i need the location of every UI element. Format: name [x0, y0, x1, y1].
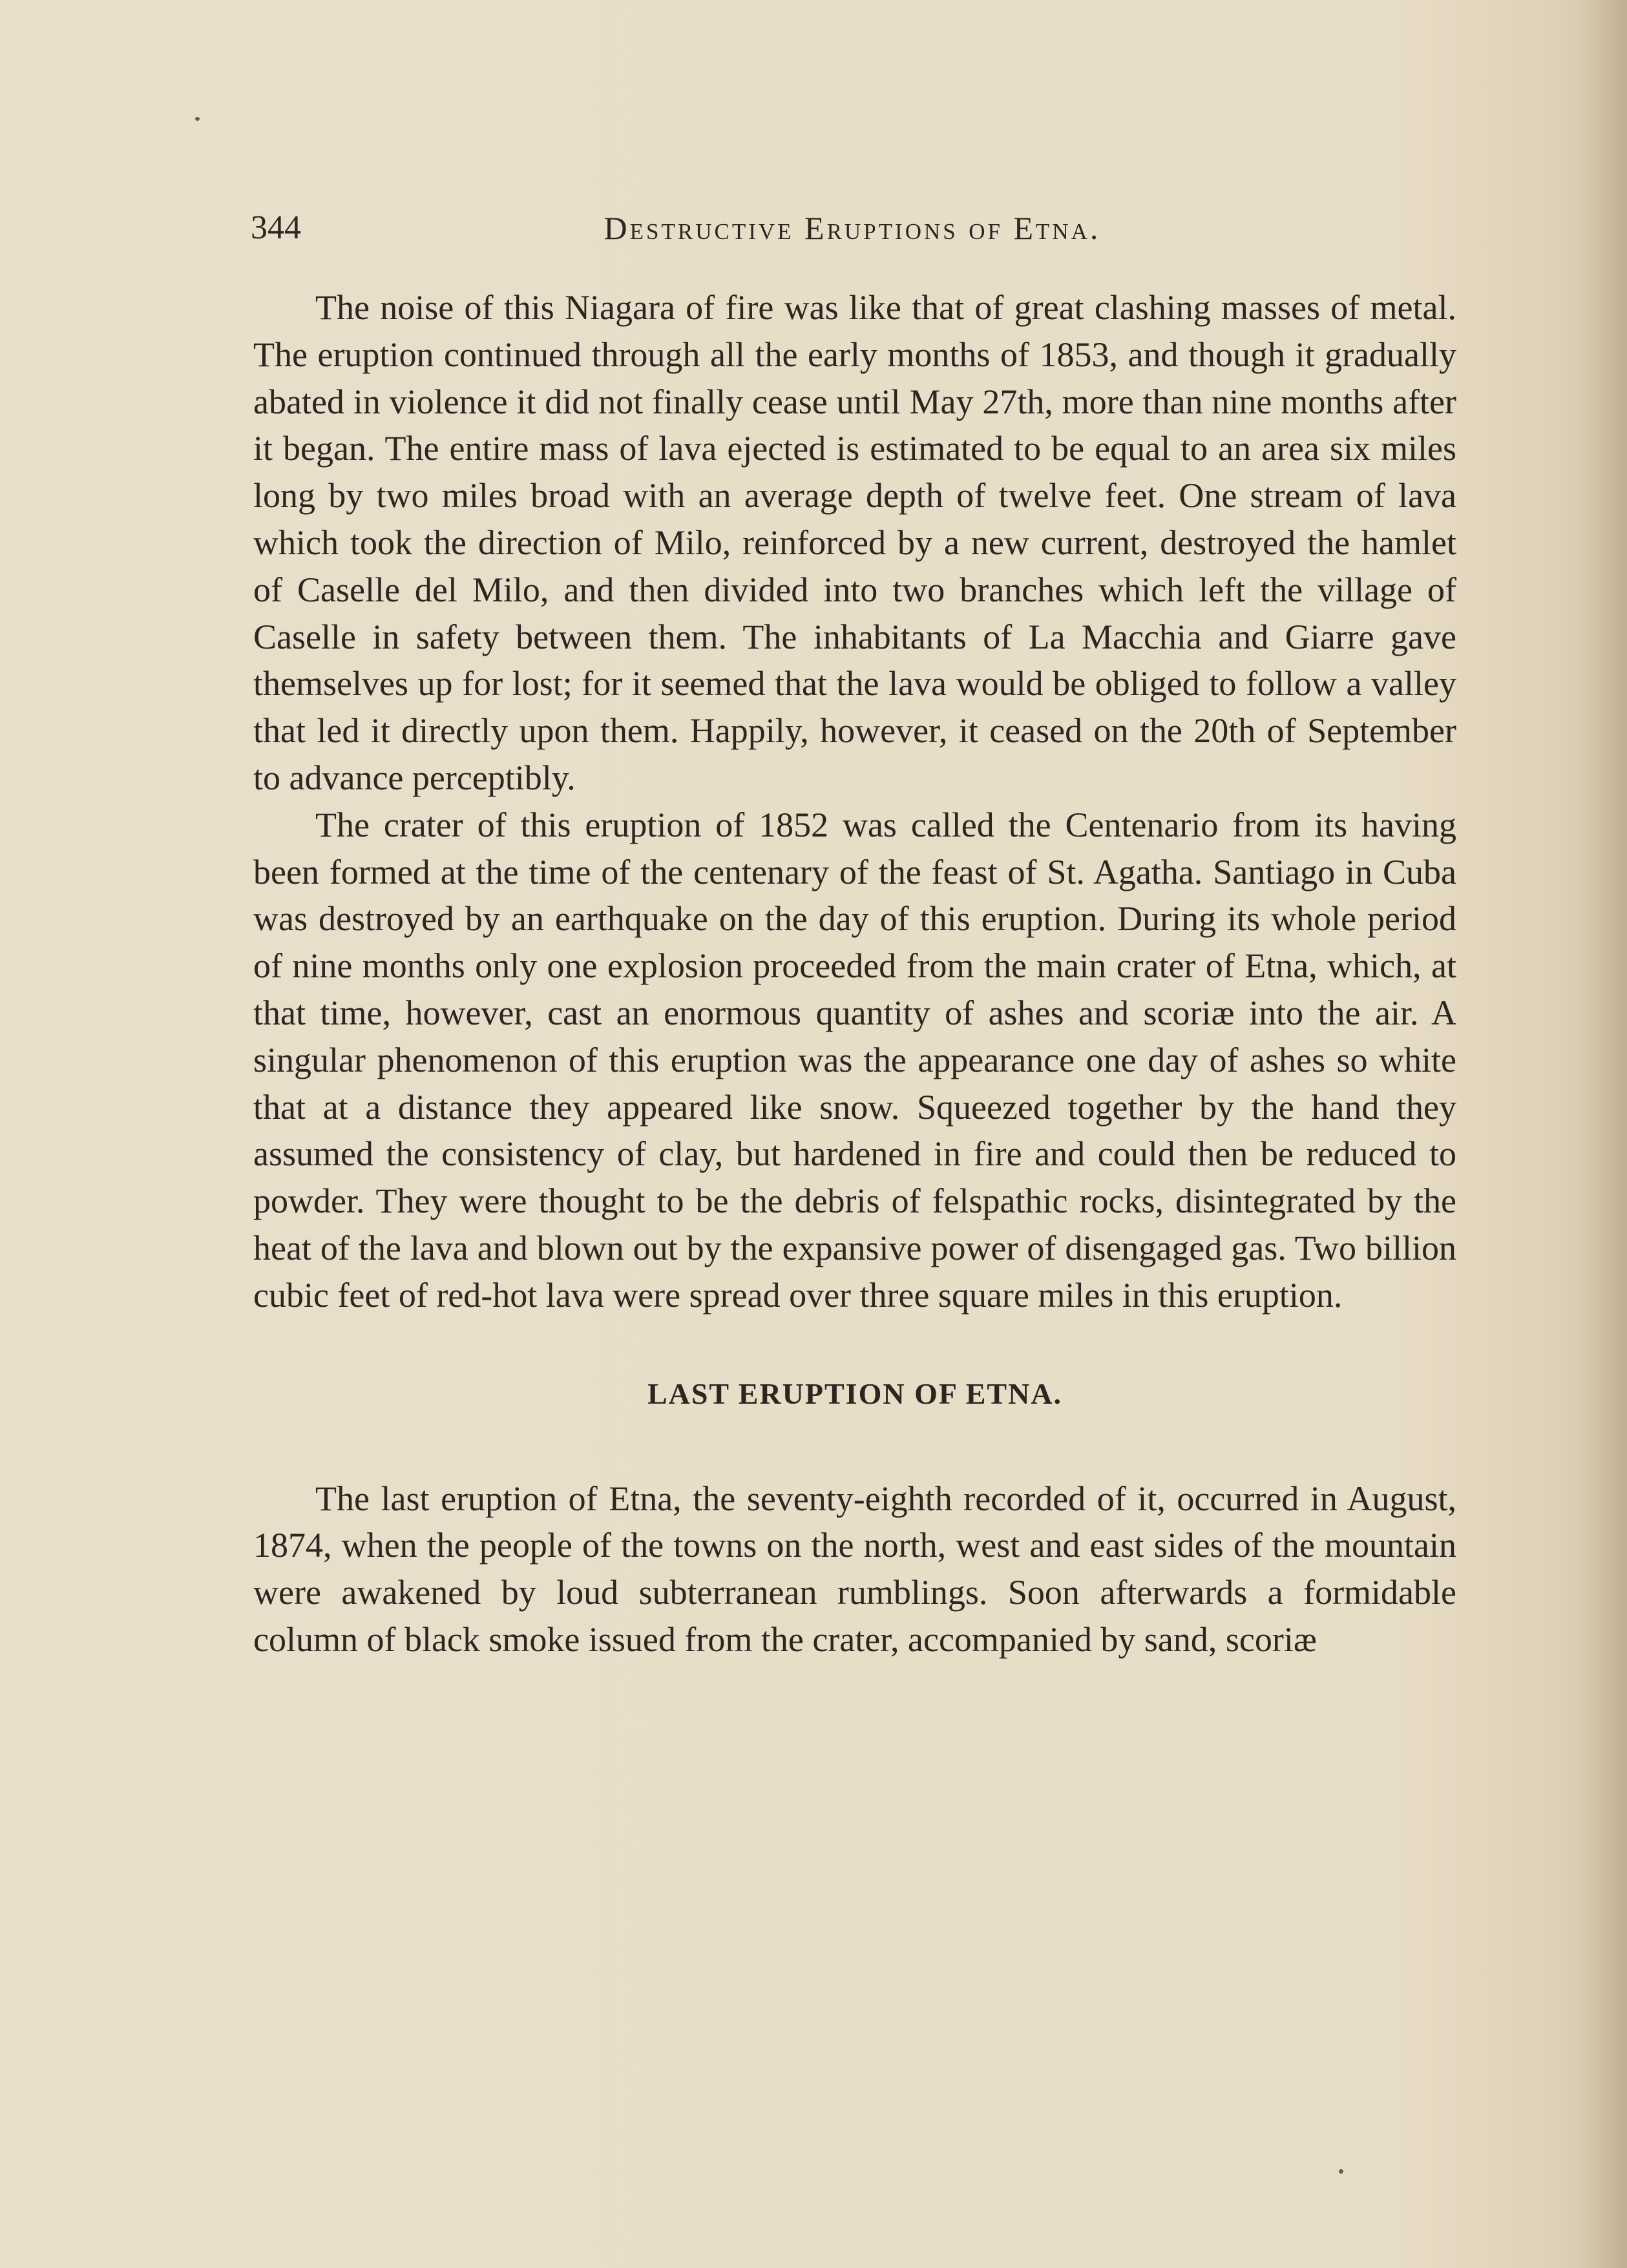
page-number: 344 [251, 209, 301, 246]
paragraph: The crater of this eruption of 1852 was called the Centenario from its having been formed at the time of the centenary of the feast of St. Agatha. Santiago in Cuba was destroyed by an earthquake on the day of this eruption. During its whole period of nine months only one explosion proceeded from the main crater of Etna, which, at that time, however, cast an enormous quantity of ashes and scoriæ into the air. A singular phenomenon of this eruption was the appearance one day of ashes so white that at a distance they appeared like snow. Squeezed together by the hand they assumed the consistency of clay, but hardened in fire and could then be reduced to powder. They were thought to be the debris of felspathic rocks, disintegrated by the heat of the lava and blown out by the expansive power of disengaged gas. Two billion cubic feet of red-hot lava were spread over three square miles in this eruption. [253, 805, 1456, 1315]
print-speck [195, 117, 200, 121]
running-title: Destructive Eruptions of Etna. [604, 210, 1101, 246]
print-speck [1339, 2169, 1343, 2174]
page-edge-shadow [1582, 0, 1627, 2268]
running-header [251, 205, 1454, 251]
paragraph: The last eruption of Etna, the seventy-eighth recorded of it, occurred in August, 1874, when the people of the towns on the north, west and east sides of the mountain were awakened by loud subterranean rumblings. Soon afterwards a formidable column of black smoke issued from the crater, accompanied by sand, scoriæ [253, 1479, 1456, 1659]
section-heading: LAST ERUPTION OF ETNA. [647, 1377, 1063, 1410]
body-text [253, 284, 1456, 1663]
paragraph: The noise of this Niagara of fire was like that of great clashing masses of metal. The eruption continued through all the early months of 1853, and though it gradually abated in violence it did not finally cease until May 27th, more than nine months after it began. The entire mass of lava ejected is estimated to be equal to an area six miles long by two miles broad with an average depth of twelve feet. One stream of lava which took the direction of Milo, reinforced by a new current, destroyed the hamlet of Caselle del Milo, and then divided into two branches which left the village of Caselle in safety between them. The inhabitants of La Macchia and Giarre gave themselves up for lost; for it seemed that the lava would be obliged to follow a valley that led it directly upon them. Happily, however, it ceased on the 20th of September to advance perceptibly. [253, 288, 1456, 797]
